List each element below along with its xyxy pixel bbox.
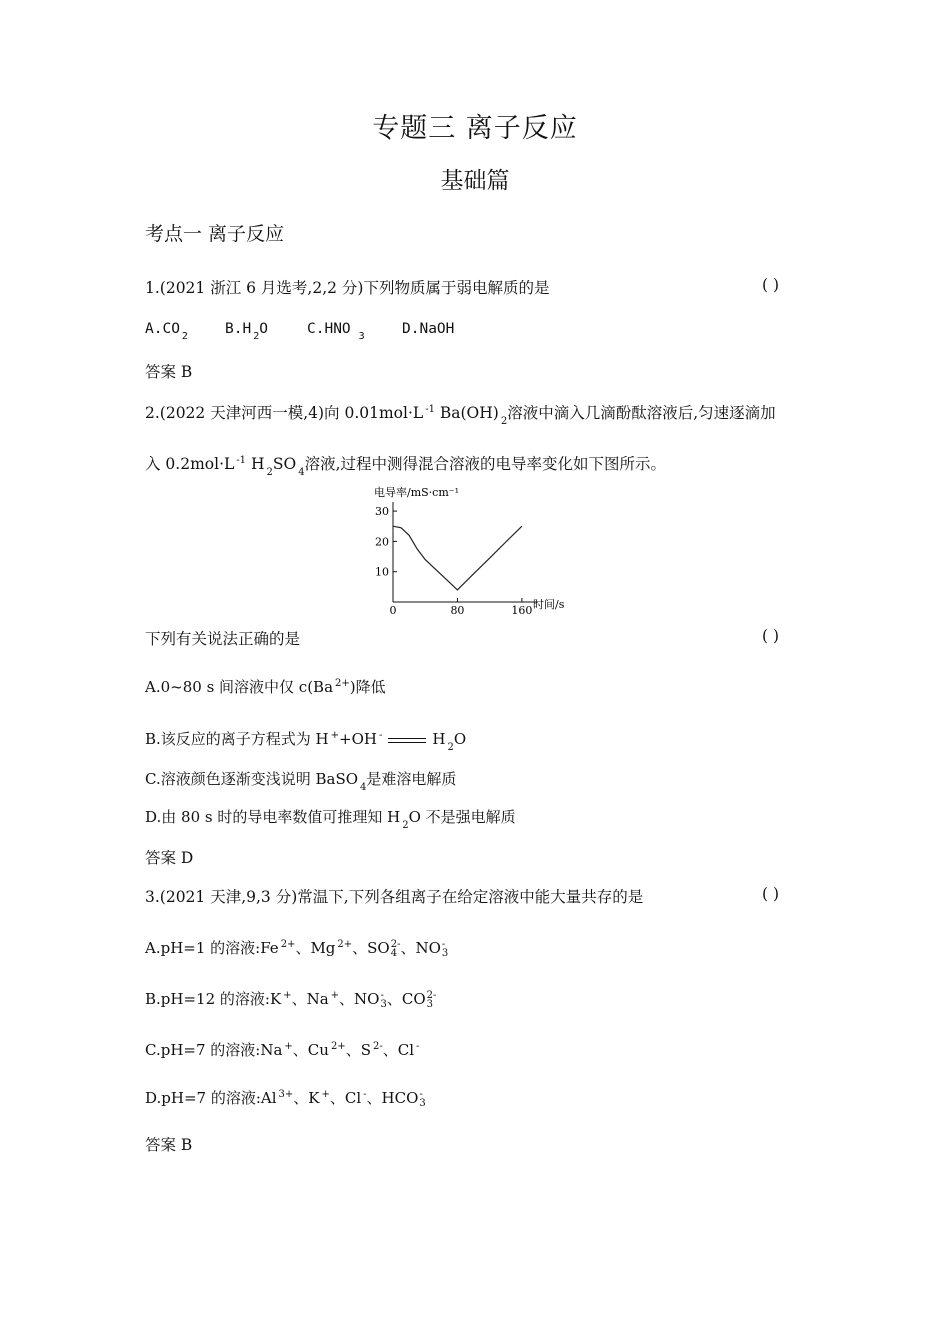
q1-answer: 答案 B [145,363,193,381]
chart-x-tick-label: 80 [450,604,465,616]
q2-option-a: A.0~80 s 间溶液中仅 c(Ba $^{2+}$)降低 [145,678,386,696]
q3-option-a: A.pH=1 的溶液:Fe $^{2+}$、Mg $^{2+}$、SO 2- 4 、NO - 3 [145,939,449,959]
q1-option-a: A.CO $_2$ [145,321,188,342]
section-heading: 考点一 离子反应 [145,223,285,245]
chart-y-tick-label: 20 [375,535,389,549]
q1-stem: 1.(2021 浙江 6 月选考,2,2 分)下列物质属于弱电解质的是 [145,279,550,297]
page-title: 专题三 离子反应 [372,113,578,144]
q2-answer-paren: ( ) [762,627,780,645]
chart-series-line [393,526,522,590]
q1-option-b: B.H $_2$O [225,321,268,342]
q3-answer-paren: ( ) [762,885,780,903]
q3-option-c: C.pH=7 的溶液:Na +、Cu $^{2+}$、S $^{2-}$、Cl - [145,1041,420,1059]
page-subtitle: 基础篇 [440,168,510,194]
chart-xlabel: 时间/s [533,598,565,611]
q2-prompt: 下列有关说法正确的是 [145,630,301,648]
conductivity-chart [360,484,580,616]
q1-answer-paren: ( ) [762,276,780,294]
chart-x-tick-label: 0 [389,604,397,616]
q2-option-b: B.该反应的离子方程式为 H ++OH - H $_2$O [145,730,467,753]
q3-option-b: B.pH=12 的溶液:K +、Na +、NO - 3 、CO 2- 3 [145,990,437,1010]
q2-stem-line1: 2.(2022 天津河西一模,4)向 0.01mol·L $^{-1}$ Ba(OH) $_2$溶液中滴入几滴酚酞溶液后,匀速逐滴加 [145,404,776,427]
chart-y-tick-label: 30 [375,505,389,519]
q2-answer: 答案 D [145,849,194,867]
q2-stem-line2: 入 0.2mol·L $^{-1}$ H $_2$SO $_4$溶液,过程中测得混合溶液的电导率变化如下图所示。 [145,455,667,478]
chart-ylabel: 电导率/mS·cm⁻¹ [374,486,459,499]
chart-x-tick-label: 160 [511,604,533,616]
q2-option-d: D.由 80 s 时的导电率数值可推理知 H $_2$O 不是强电解质 [145,808,516,831]
q3-option-d: D.pH=7 的溶液:Al $^{3+}$、K +、Cl -、HCO - 3 [145,1089,426,1109]
q2-option-c: C.溶液颜色逐渐变浅说明 BaSO $_4$是难溶电解质 [145,770,457,793]
equals-sign [388,738,426,743]
q1-option-d: D.NaOH [402,321,455,337]
chart-y-tick-label: 10 [375,565,389,579]
q3-answer: 答案 B [145,1136,193,1154]
q1-option-c: C.HNO $_3$ [307,321,365,342]
q3-stem: 3.(2021 天津,9,3 分)常温下,下列各组离子在给定溶液中能大量共存的是 [145,888,644,906]
